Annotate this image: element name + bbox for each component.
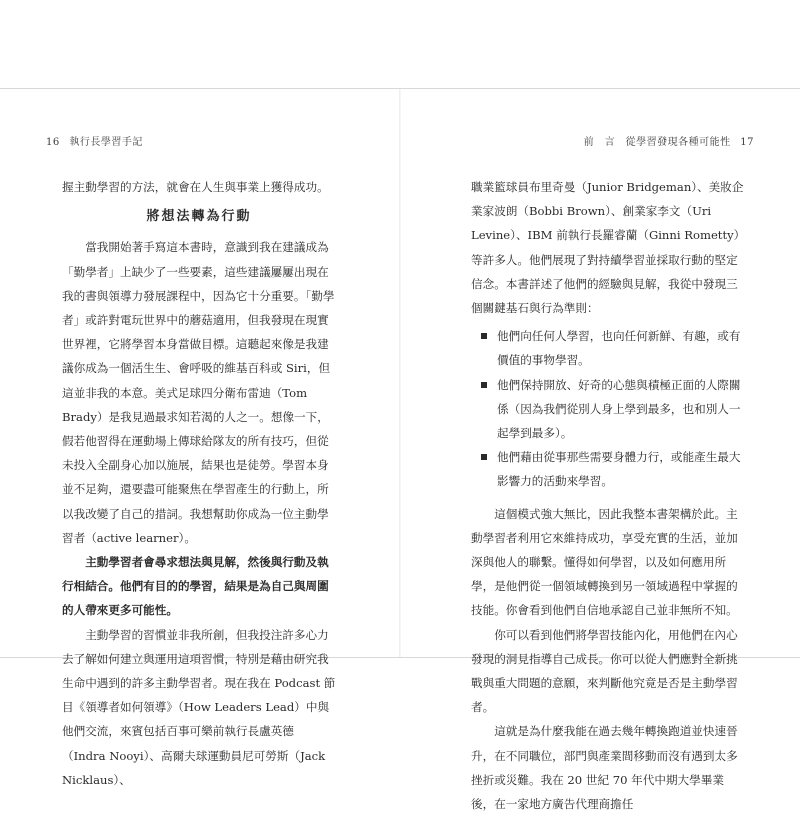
left-bold-paragraph: 主動學習者會尋求想法與見解，然後與行動及執行相結合。他們有目的的學習，結果是為自己與周圍的人帶來更多可能性。 bbox=[62, 555, 329, 618]
right-page-body bbox=[471, 175, 747, 816]
list-item-text: 他們藉由從事那些需要身體力行，或能產生最大影響力的活動來學習。 bbox=[497, 450, 741, 489]
right-paragraph-2: 這個模式強大無比，因此我整本書架構於此。主動學習者利用它來維持成功，享受充實的生活，並加深與他人的聯繫。懂得如何學習，以及如何應用所學，是他們從一個領域轉換到另一領域過程中掌握的技能。你會看到他們自信地承認自己並非無所不知。 bbox=[471, 506, 738, 618]
right-running-head bbox=[584, 133, 760, 148]
section-title: 將想法轉為行動 bbox=[146, 209, 252, 225]
left-paragraph-1: 當我開始著手寫這本書時，意識到我在建議成為「勤學者」上缺少了一些要素，這些建議屢屢出現在我的書與領導力發展課程中，因為它十分重要。「勤學者」或許對電玩世界中的蘑菇適用，但我發現在現實世界裡，它將學習本身當做目標。這聽起來像是我建議你成為一個活生生、會呼吸的維基百科或 Siri，但這並非我的本意。美式足球四分衛布雷迪（Tom Brady）是我見過最求知若渴的人之一。想像一下，假若他習得在運動場上傳球給隊友的所有技巧，但從未投入全副身心加以施展，結果也是徒勞。學習本身並不足夠，還要盡可能聚焦在學習產生的行動上，所以我改變了自己的措詞。我想幫助你成為一位主動學習者（active learner）。 bbox=[62, 240, 335, 545]
book-spread bbox=[0, 88, 800, 812]
right-paragraph-1: 職業籃球員布里奇曼（Junior Bridgeman）、美妝企業家波朗（Bobbi Brown）、創業家李文（Uri Levine）、IBM 前執行長羅睿蘭（Ginni Rometty）等許多人。他們展現了對持續學習並採取行動的堅定信念。本書詳述了他們的經驗與見解，我從中發現三個關鍵基石與行為準則： bbox=[471, 180, 746, 316]
list-item-text: 他們保持開放、好奇的心態與積極正面的人際關係（因為我們從別人身上學到最多，也和別人一起學到最多）。 bbox=[497, 377, 741, 441]
left-running-head-title: 執行長學習手記 bbox=[69, 137, 143, 148]
right-paragraph-4: 這就是為什麼我能在過去幾年轉換跑道並快速晉升，在不同職位，部門與產業間移動而沒有遇到太多挫折或災難。我在 20 世紀 70 年代中期大學畢業後，在一家地方廣告代理商擔任 bbox=[471, 724, 738, 812]
left-page bbox=[0, 89, 399, 787]
right-paragraph-3: 你可以看到他們將學習技能內化，用他們在內心發現的洞見指導自己成長。你可以從人們應對全新挑戰與重大問題的意願，來判斷他究竟是否是主動學習者。 bbox=[471, 627, 738, 715]
list-item bbox=[471, 445, 747, 493]
key-points-list bbox=[471, 324, 747, 493]
bullet-square-icon bbox=[481, 454, 487, 460]
left-page-body bbox=[62, 175, 336, 792]
list-item bbox=[471, 324, 747, 372]
right-page-number: 17 bbox=[740, 137, 754, 148]
left-page-number: 16 bbox=[46, 137, 60, 148]
left-first-line: 握主動學習的方法，就會在人生與事業上獲得成功。 bbox=[62, 180, 329, 194]
bullet-square-icon bbox=[481, 333, 487, 339]
left-paragraph-2: 主動學習的習慣並非我所創，但我投注許多心力去了解如何建立與運用這項習慣，特別是藉由研究我生命中遇到的許多主動學習者。現在我在 Podcast 節目《領導者如何領導》（How Leaders Lead）中與他們交流，來賓包括百事可樂前執行長盧英德（Indra Nooyi）、高爾夫球運動員尼可勞斯（Jack Nicklaus）、 bbox=[62, 627, 336, 787]
left-running-head bbox=[40, 133, 143, 148]
right-running-head-title: 前 言 從學習發現各種可能性 bbox=[583, 137, 731, 148]
list-item-text: 他們向任何人學習，也向任何新鮮、有趣，或有價值的事物學習。 bbox=[497, 329, 741, 368]
list-item bbox=[471, 373, 747, 446]
bullet-square-icon bbox=[481, 382, 487, 388]
right-page bbox=[401, 89, 800, 812]
